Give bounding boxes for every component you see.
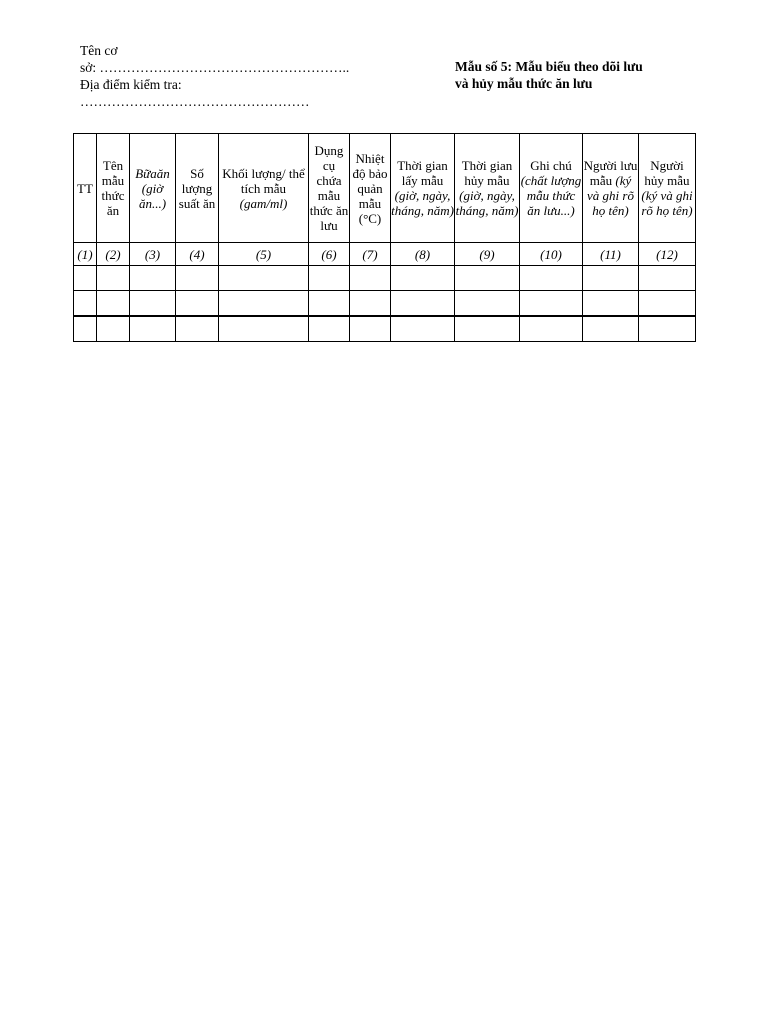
table-cell	[350, 291, 391, 317]
table-cell	[520, 266, 583, 291]
table-cell	[455, 316, 520, 342]
table-cell	[130, 291, 176, 317]
column-header-10	[520, 134, 583, 243]
column-header-6	[309, 134, 350, 243]
table-cell	[176, 266, 219, 291]
column-number: (1)	[74, 243, 97, 266]
column-header-7	[350, 134, 391, 243]
table-cell	[74, 266, 97, 291]
table-cell	[520, 316, 583, 342]
column-header-italic-text: (ký và ghi rõ họ tên)	[587, 173, 634, 218]
table-cell	[176, 291, 219, 317]
table-cell	[74, 316, 97, 342]
column-header-italic-text: Bữaăn (giờ ăn...)	[135, 165, 170, 211]
column-number: (11)	[583, 243, 639, 266]
column-header-1	[74, 134, 97, 243]
column-header-main-text: Người hủy mẫu	[644, 158, 690, 188]
table-cell	[455, 266, 520, 291]
column-number: (5)	[219, 243, 309, 266]
column-header-12	[639, 134, 696, 243]
table-cell	[639, 266, 696, 291]
table-cell	[391, 266, 455, 291]
table-cell	[130, 266, 176, 291]
column-number: (9)	[455, 243, 520, 266]
table-cell	[350, 266, 391, 291]
table-cell	[219, 291, 309, 317]
column-header-11	[583, 134, 639, 243]
table-cell	[309, 316, 350, 342]
table-cell	[97, 316, 130, 342]
table-cell	[309, 266, 350, 291]
form-title	[455, 58, 715, 92]
column-number: (2)	[97, 243, 130, 266]
table-cell	[97, 266, 130, 291]
table-cell	[391, 316, 455, 342]
inspection-location-label: Địa điểm kiểm tra:	[80, 77, 182, 92]
form-title-line1: Mẫu số 5: Mẫu biểu theo dõi lưu	[455, 59, 643, 74]
column-number: (8)	[391, 243, 455, 266]
table-cell	[455, 291, 520, 317]
column-number: (6)	[309, 243, 350, 266]
column-header-9	[455, 134, 520, 243]
column-header-2	[97, 134, 130, 243]
table-row	[74, 266, 696, 291]
column-header-4	[176, 134, 219, 243]
table-cell	[219, 316, 309, 342]
column-header-italic-text: (giờ, ngày, tháng, năm)	[391, 188, 454, 218]
column-header-main-text: Người lưu mẫu	[583, 158, 638, 188]
table-cell	[309, 291, 350, 317]
table-cell	[350, 316, 391, 342]
inspection-location-line: ……………………………………………	[80, 94, 310, 109]
column-number: (7)	[350, 243, 391, 266]
column-header-italic-text: (chất lượng mẫu thức ăn lưu...)	[520, 173, 582, 218]
column-header-main-text: Nhiệt độ bảo quản mẫu (°C)	[352, 150, 388, 226]
column-number-row	[74, 243, 696, 266]
column-header-italic-text: (gam/ml)	[239, 195, 288, 211]
column-header-main-text: TT	[77, 180, 93, 196]
column-header-8	[391, 134, 455, 243]
table-row	[74, 291, 696, 317]
facility-header	[80, 42, 420, 110]
column-header-main-text: Khối lượng/ thể tích mẫu	[222, 165, 305, 196]
table-cell	[583, 316, 639, 342]
column-number: (10)	[520, 243, 583, 266]
table-row	[74, 316, 696, 342]
table-cell	[639, 291, 696, 317]
table-cell	[176, 316, 219, 342]
column-header-main-text: Thời gian hủy mẫu	[461, 158, 513, 188]
column-number: (4)	[176, 243, 219, 266]
table-cell	[97, 291, 130, 317]
column-header-main-text: Dụng cụ chứa mẫu thức ăn lưu	[309, 143, 349, 233]
column-header-5	[219, 134, 309, 243]
table-cell	[130, 316, 176, 342]
column-number: (3)	[130, 243, 176, 266]
column-header-italic-text: (giờ, ngày, tháng, năm)	[455, 188, 519, 218]
table-cell	[391, 291, 455, 317]
column-number: (12)	[639, 243, 696, 266]
column-header-italic-text: (ký và ghi rõ họ tên)	[641, 188, 693, 218]
sample-tracking-table	[73, 133, 696, 342]
facility-name-label: Tên cơ	[80, 43, 118, 58]
form-title-line2: và hủy mẫu thức ăn lưu	[455, 76, 593, 91]
table-cell	[639, 316, 696, 342]
table-cell	[583, 266, 639, 291]
column-header-main-text: Thời gian lấy mẫu	[397, 158, 448, 188]
table-cell	[520, 291, 583, 317]
column-header-3	[130, 134, 176, 243]
column-header-main-text: Tên mẫu thức ăn	[101, 158, 125, 218]
column-header-main-text: Ghi chú	[530, 158, 572, 173]
facility-name-line: sở: ………………………………………………..	[80, 60, 350, 75]
table-cell	[583, 291, 639, 317]
table-cell	[74, 291, 97, 317]
column-header-main-text: Số lượng suất ăn	[178, 165, 216, 211]
table-cell	[219, 266, 309, 291]
table-header-row	[74, 134, 696, 243]
